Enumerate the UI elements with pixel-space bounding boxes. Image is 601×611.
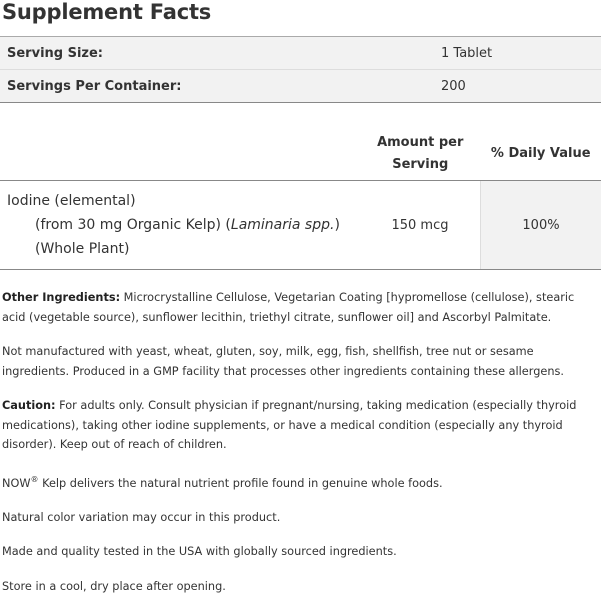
daily-value-header: % Daily Value [481, 128, 601, 181]
caution-label: Caution: [2, 399, 56, 412]
product-notes [2, 288, 599, 611]
allergen-statement: Not manufactured with yeast, wheat, gluten, soy, milk, egg, fish, shellfish, tree nut or sesame ingredients. Produced in a GMP facility that processes other ingredients containing these allergens. [2, 342, 599, 381]
nutrient-source-close: ) [334, 217, 339, 233]
nutrient-amount: 150 mcg [360, 181, 481, 270]
servings-per-container-value: 200 [441, 70, 601, 103]
registered-mark: ® [31, 475, 39, 484]
caution-text: For adults only. Consult physician if pregnant/nursing, taking medication (especially thyroid medications), taking other iodine supplements, or have a medical condition (especially any thyroid disorder). Keep out of reach of children. [2, 399, 576, 451]
nutrient-name-line3: (Whole Plant) [7, 237, 360, 261]
nutrient-daily-value: 100% [481, 181, 601, 270]
nutrient-header-blank [0, 128, 360, 181]
amount-header-label: Amount per Serving [374, 132, 466, 176]
servings-per-container-row [0, 70, 601, 103]
made-in-note: Made and quality tested in the USA with globally sourced ingredients. [2, 542, 599, 562]
other-ingredients [2, 288, 599, 327]
nutrient-header-row [0, 128, 601, 181]
nutrient-row [0, 181, 601, 270]
other-ingredients-text: Microcrystalline Cellulose, Vegetarian Coating [hypromellose (cellulose), stearic acid (vegetable source), sunflower lecithin, triethyl citrate, sunflower oil] and Ascorbyl Palmitate. [2, 291, 574, 324]
serving-info-table [0, 36, 601, 103]
other-ingredients-label: Other Ingredients: [2, 291, 120, 304]
color-variation-note: Natural color variation may occur in this product. [2, 508, 599, 528]
product-description [2, 470, 599, 493]
servings-per-container-label: Servings Per Container: [0, 70, 441, 103]
nutrient-source-text: (from 30 mg Organic Kelp) ( [35, 217, 231, 233]
serving-size-label: Serving Size: [0, 37, 441, 70]
nutrient-name-line1: Iodine (elemental) [7, 189, 360, 213]
amount-per-serving-header [360, 128, 481, 181]
nutrient-species-name: Laminaria spp. [231, 217, 335, 233]
nutrient-name-line2 [7, 213, 360, 237]
caution-statement [2, 396, 599, 455]
storage-note: Store in a cool, dry place after opening. [2, 577, 599, 597]
nutrient-table [0, 128, 601, 270]
nutrient-name [0, 181, 360, 270]
description-text: Kelp delivers the natural nutrient profile found in genuine whole foods. [39, 476, 443, 489]
page-title: Supplement Facts [2, 0, 211, 24]
brand-name: NOW [2, 476, 31, 489]
serving-size-value: 1 Tablet [441, 37, 601, 70]
serving-size-row [0, 37, 601, 70]
